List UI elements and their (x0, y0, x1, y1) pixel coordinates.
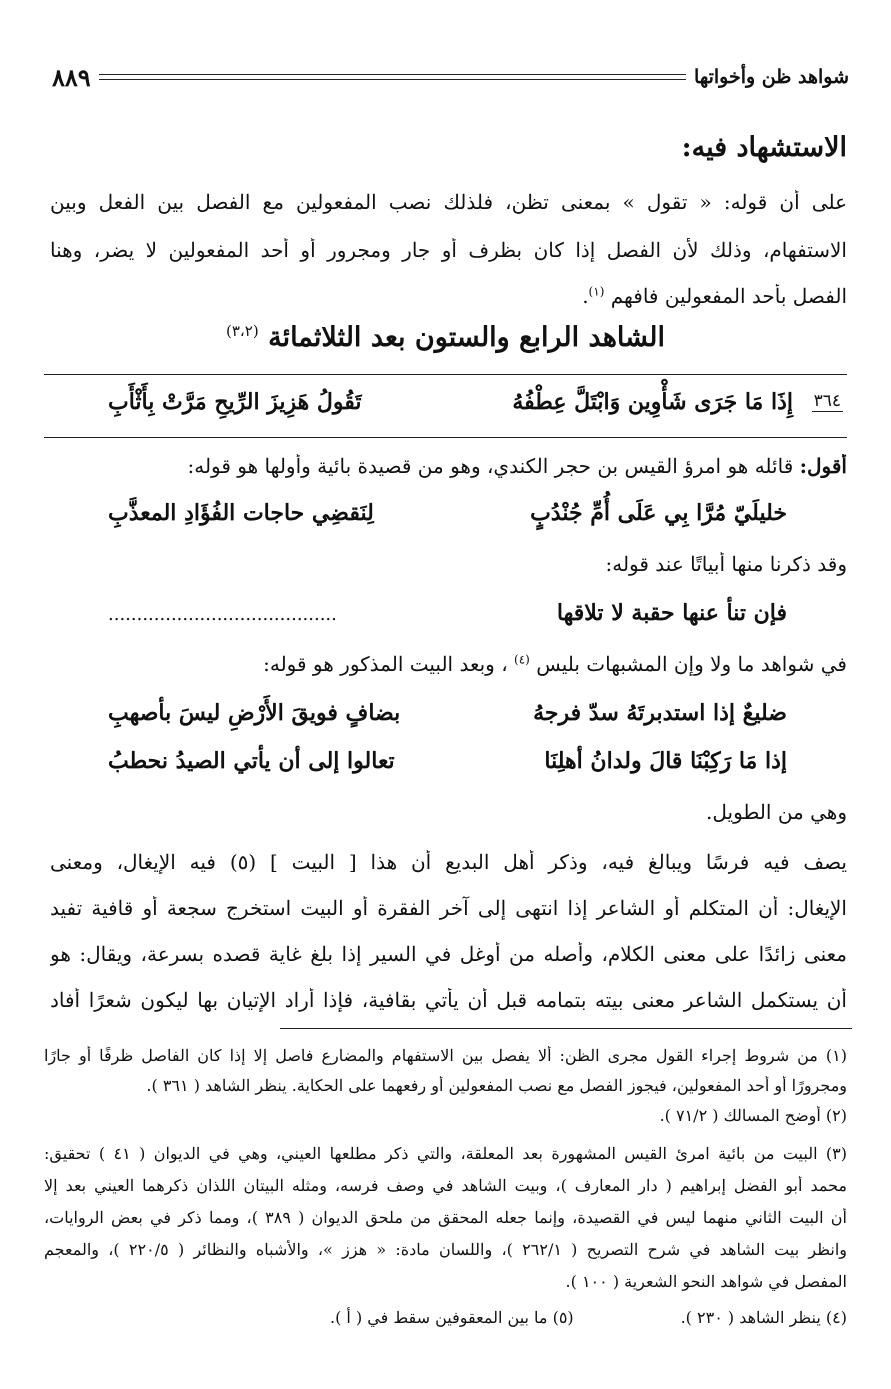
paragraph-text: في شواهد ما ولا وإن المشبهات بليس (536, 652, 847, 676)
paragraph-line: أن يستكمل الشاعر معنى بيته بتمامه قبل أن يأتي بقافية، فإذا أراد الإتيان بها ليكون شعرًا أفاد (50, 988, 847, 1012)
verse-second-hemistich: تَقُولُ هَزِيزَ الرِّيحِ مَرَّتْ بِأَثْأَبِ (108, 389, 362, 415)
footnote-line: ومجرورًا أو أحد المفعولين، فيجوز الفصل مع نصب المفعولين أو رفعهما على الحكاية. ينظر الشاهد ( ٣٦١ ). (146, 1076, 847, 1095)
poem-ellipsis: ........................................ (108, 604, 337, 625)
paragraph-line (50, 454, 847, 478)
paragraph-line: الإيغال: أن المتكلم أو الشاعر إذا انتهى إلى آخر الفقرة أو البيت استخرج سجعة أو قافية تفيد (50, 896, 847, 920)
poem-hemistich-right: ضليعٌ إذا استدبرتَهُ سدّ فرجهُ (533, 700, 787, 726)
poem-hemistich-right: فإن تنأ عنها حقبة لا تلاقها (556, 600, 787, 626)
verse-number: ٣٦٤ (813, 391, 841, 411)
paragraph-text: الفصل بأحد المفعولين فافهم (610, 284, 847, 308)
section-heading: الاستشهاد فيه: (681, 132, 847, 163)
footnote-ref: (١) (588, 284, 605, 299)
paragraph-text: ، وبعد البيت المذكور هو قوله: (263, 652, 508, 676)
footnote-line: أن البيت الثاني منهما ليس في القصيدة، وإنما جعله المحقق من ملحق الديوان ( ٣٨٩ )، ومما ذكر في بعض الروايات، (44, 1208, 847, 1227)
poem-hemistich-right: خليلَيّ مُرَّا بِي عَلَى أُمِّ جُنْدُبٍ (530, 500, 787, 526)
footnote-line: (١) من شروط إجراء القول مجرى الظن: ألا يفصل بين الاستفهام والمضارع فاصل إلا إذا كان الفاصل ظرفًا أو جارًا (44, 1046, 847, 1065)
running-title: شواهد ظن وأخواتها (694, 66, 849, 88)
aqulu-lead: أقول: (799, 454, 847, 478)
footnote-line: (٣) البيت من بائية امرئ القيس المشهورة بعد المعلقة، والتي ذكر مطلعها العيني، وهي في الديوان ( ٤١ ) تحقيق: (44, 1144, 847, 1163)
paragraph-line: وقد ذكرنا منها أبياتًا عند قوله: (605, 552, 847, 576)
paragraph-line (50, 652, 847, 676)
paragraph-line: على أن قوله: « تقول » بمعنى تظن، فلذلك نصب المفعولين مع الفصل بين الفعل وبين (50, 190, 847, 214)
footnote-line: (٢) أوضح المسالك ( ٧١/٢ ). (659, 1106, 847, 1125)
paragraph-line: الاستفهام، وذلك لأن الفصل إذا كان بظرف أو جار ومجرور أو أحد المفعولين لا يضر، وهنا (50, 238, 847, 262)
poem-hemistich-left: تعالوا إلى أن يأتي الصيدُ نحطبُ (108, 748, 395, 774)
paragraph-line: يصف فيه فرسًا ويبالغ فيه، وذكر أهل البديع أن هذا [ البيت ] (٥) فيه الإيغال، ومعنى (50, 850, 847, 874)
paragraph-line: الفصل بأحد المفعولين فافهم $^{(١)}$. (582, 284, 847, 308)
footnote-line: المفصل في شواهد النحو الشعرية ( ١٠٠ ). (565, 1272, 847, 1291)
header-rule (99, 74, 686, 80)
page-number: ٨٨٩ (52, 62, 91, 92)
footnote-ref: (٤) (514, 652, 530, 667)
paragraph-line: وهي من الطويل. (706, 800, 847, 824)
poem-hemistich-right: إذا مَا رَكِبْنَا قالَ ولدانُ أهلِنَا (544, 748, 787, 774)
footnote-line: وانظر بيت الشاهد في شرح التصريح ( ٢٦٢/١ )، واللسان مادة: « هزز »، والأشباه والنظائر ( ٢٢٠/٥ )، والمعجم (44, 1240, 847, 1259)
witness-title-text: الشاهد الرابع والستون بعد الثلاثمائة (268, 322, 665, 353)
footnote-line: (٥) ما بين المعقوفين سقط في ( أ ). (330, 1308, 574, 1327)
page-header (52, 62, 849, 92)
witness-title-ref: (٣،٢) (226, 322, 259, 340)
footnote-line: (٤) ينظر الشاهد ( ٢٣٠ ). (680, 1308, 847, 1327)
verse-box (44, 374, 847, 438)
paragraph-line: معنى زائدًا على معنى الكلام، وأصله من أوغل في السير إذا بلغ غاية قصده بسرعة، ويقال: هو (50, 942, 847, 966)
poem-hemistich-left: بضافٍ فويقَ الأَرْضِ ليسَ بأصهبِ (108, 700, 401, 726)
poem-hemistich-left: لِنَقضِي حاجات الفُؤَادِ المعذَّبِ (108, 500, 374, 526)
footnote-rule (280, 1028, 852, 1029)
witness-title (0, 322, 891, 353)
verse-first-hemistich: إِذَا مَا جَرَى شَأْوِين وَابْتَلَّ عِطْفُهُ (512, 389, 793, 415)
footnote-line: محمد أبو الفضل إبراهيم ( دار المعارف )، وبيت الشاهد في وصف فرسه، ومثله البيتان اللذان ذكرهما العيني بعد إلا (44, 1176, 847, 1195)
paragraph-text: قائله هو امرؤ القيس بن حجر الكندي، وهو من قصيدة بائية وأولها هو قوله: (187, 454, 794, 478)
